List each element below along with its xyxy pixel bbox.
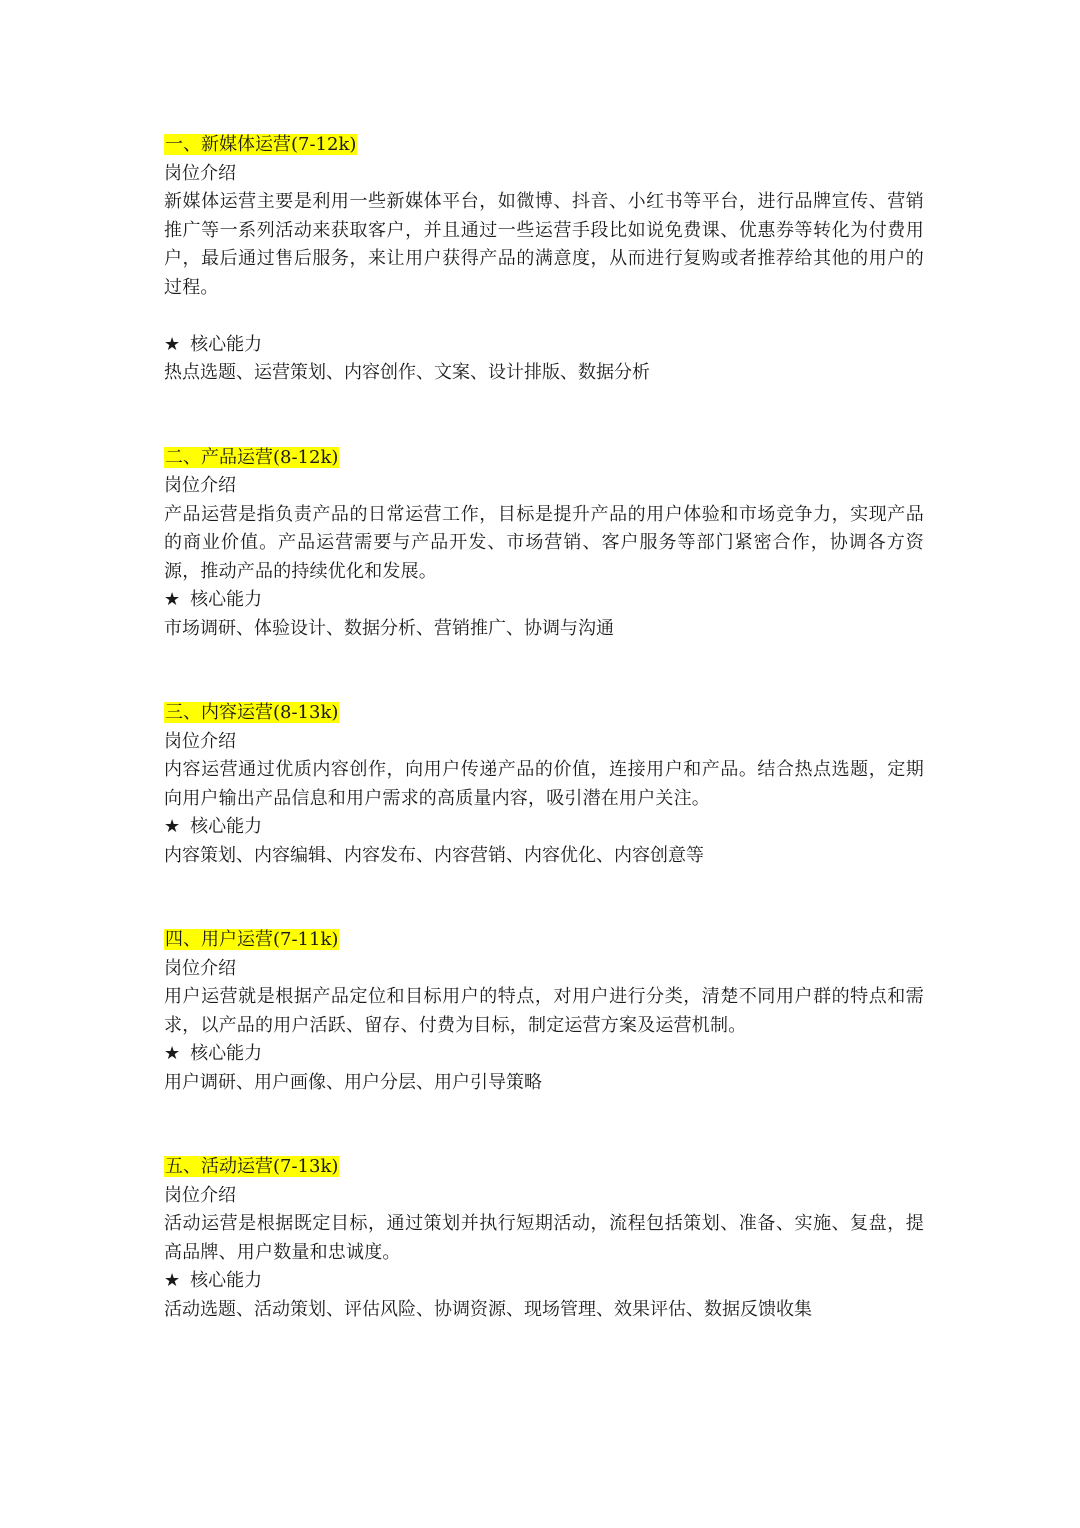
section-product <box>164 444 924 644</box>
intro-label: 岗位介绍 <box>164 1184 236 1206</box>
ability-label: 核心能力 <box>190 1270 263 1291</box>
section-content <box>164 699 924 870</box>
ability-label: 核心能力 <box>190 589 263 610</box>
section-title: 三、内容运营(8-13k) <box>165 702 339 723</box>
intro-label: 岗位介绍 <box>164 162 236 184</box>
section-title: 一、新媒体运营(7-12k) <box>165 134 357 155</box>
section-title: 四、用户运营(7-11k) <box>165 929 339 950</box>
section-title: 五、活动运营(7-13k) <box>165 1156 339 1177</box>
ability-heading <box>164 813 924 842</box>
ability-heading <box>164 1040 924 1069</box>
section-activity <box>164 1153 924 1324</box>
intro-label: 岗位介绍 <box>164 730 236 752</box>
section-description: 用户运营就是根据产品定位和目标用户的特点，对用户进行分类，清楚不同用户群的特点和需求，以产品的用户活跃、留存、付费为目标，制定运营方案及运营机制。 <box>164 986 924 1036</box>
ability-list: 活动选题、活动策划、评估风险、协调资源、现场管理、效果评估、数据反馈收集 <box>164 1298 812 1320</box>
ability-label: 核心能力 <box>190 816 263 837</box>
section-description: 活动运营是根据既定目标，通过策划并执行短期活动，流程包括策划、准备、实施、复盘，提高品牌、用户数量和忠诚度。 <box>164 1213 924 1263</box>
intro-label: 岗位介绍 <box>164 957 236 979</box>
ability-heading <box>164 1267 924 1296</box>
document-page <box>164 131 924 1324</box>
section-description: 产品运营是指负责产品的日常运营工作，目标是提升产品的用户体验和市场竞争力，实现产品的商业价值。产品运营需要与产品开发、市场营销、客户服务等部门紧密合作，协调各方资源，推动产品的持续优化和发展。 <box>164 503 924 582</box>
section-description: 新媒体运营主要是利用一些新媒体平台，如微博、抖音、小红书等平台，进行品牌宣传、营销推广等一系列活动来获取客户，并且通过一些运营手段比如说免费课、优惠券等转化为付费用户，最后通过售后服务，来让用户获得产品的满意度，从而进行复购或者推荐给其他的用户的过程。 <box>164 191 924 298</box>
ability-heading <box>164 586 924 615</box>
section-title: 二、产品运营(8-12k) <box>165 446 339 468</box>
ability-list: 用户调研、用户画像、用户分层、用户引导策略 <box>164 1071 542 1093</box>
ability-label: 核心能力 <box>190 333 263 355</box>
ability-heading <box>164 331 924 360</box>
ability-list: 市场调研、体验设计、数据分析、营销推广、协调与沟通 <box>164 617 614 639</box>
ability-list: 热点选题、运营策划、内容创作、文案、设计排版、数据分析 <box>164 362 650 383</box>
star-icon: ★ <box>164 589 181 610</box>
star-icon: ★ <box>164 1270 181 1291</box>
star-icon: ★ <box>164 816 181 837</box>
star-icon: ★ <box>164 1043 181 1064</box>
intro-label: 岗位介绍 <box>164 475 236 496</box>
section-description: 内容运营通过优质内容创作，向用户传递产品的价值，连接用户和产品。结合热点选题，定期向用户输出产品信息和用户需求的高质量内容，吸引潜在用户关注。 <box>164 759 924 809</box>
star-icon: ★ <box>164 333 181 355</box>
ability-list: 内容策划、内容编辑、内容发布、内容营销、内容优化、内容创意等 <box>164 844 704 866</box>
ability-label: 核心能力 <box>190 1043 263 1064</box>
section-user <box>164 926 924 1097</box>
section-new-media <box>164 131 924 388</box>
